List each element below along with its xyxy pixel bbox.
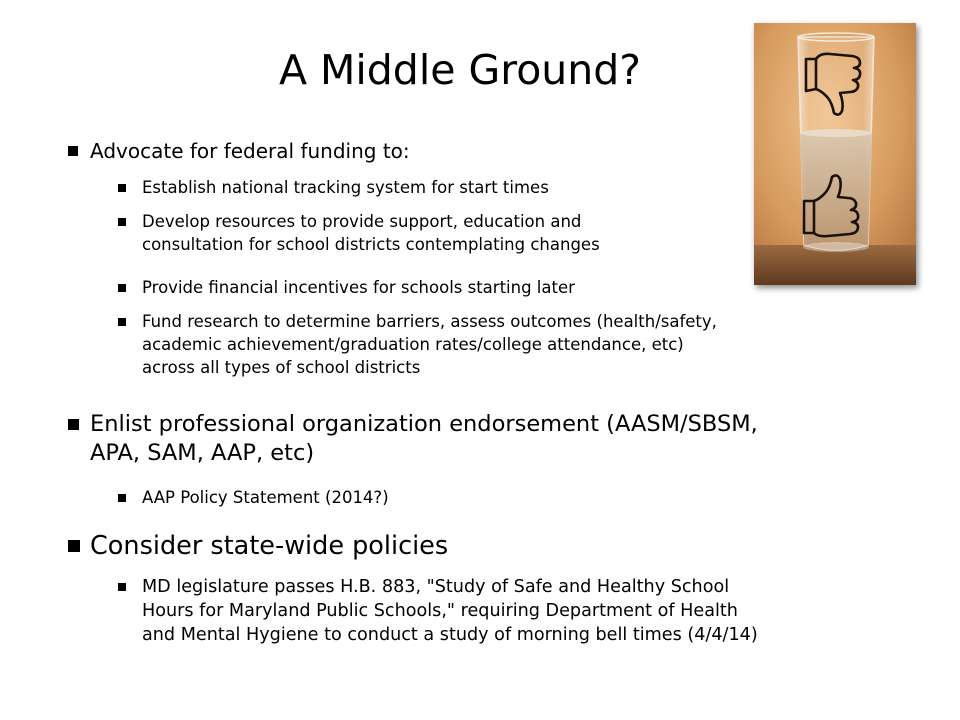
sub-bullet-aap-policy [118,486,389,509]
bullet-text: Establish national tracking system for start times [142,178,549,197]
bullet-state-wide-policies [68,530,448,562]
bullet-marker [118,218,126,226]
bullet-text: Provide financial incentives for schools starting later [142,278,575,297]
bullet-text-line: academic achievement/graduation rates/college attendance, etc) [142,335,684,354]
bullet-text-line: APA, SAM, AAP, etc) [90,440,315,466]
bullet-marker [118,494,126,502]
bullet-text-line: consultation for school districts contemplating changes [142,235,600,254]
bullet-text-line: MD legislature passes H.B. 883, "Study of Safe and Healthy School [142,577,730,597]
bullet-text-line: and Mental Hygiene to conduct a study of morning bell times (4/4/14) [142,625,758,645]
bullet-text: Advocate for federal funding to: [90,139,410,163]
bullet-marker [118,284,126,292]
bullet-text-line: across all types of school districts [142,358,421,377]
bullet-text: AAP Policy Statement (2014?) [142,488,389,507]
bullet-text: Consider state-wide policies [90,531,449,561]
sub-bullet-fund-research [118,310,717,379]
bullet-marker [118,318,126,326]
bullet-marker [68,419,79,430]
bullet-enlist-endorsement [68,410,758,468]
bullet-marker [118,184,126,192]
sub-bullet-develop-resources [118,210,600,256]
bullet-text-line: Fund research to determine barriers, assess outcomes (health/safety, [142,312,717,331]
sub-bullet-md-legislature [118,575,758,647]
bullet-text-line: Enlist professional organization endorsement (AASM/SBSM, [90,411,758,437]
sub-bullet-tracking-system [118,176,549,199]
bullet-marker [68,146,78,156]
bullet-marker [68,540,80,552]
slide-title: A Middle Ground? [278,46,642,94]
bullet-marker [118,583,126,591]
bullet-text-line: Hours for Maryland Public Schools," requiring Department of Health [142,601,738,621]
bullet-text-line: Develop resources to provide support, education and [142,212,582,231]
bullet-advocate-federal-funding [68,137,410,165]
sub-bullet-financial-incentives [118,276,575,299]
